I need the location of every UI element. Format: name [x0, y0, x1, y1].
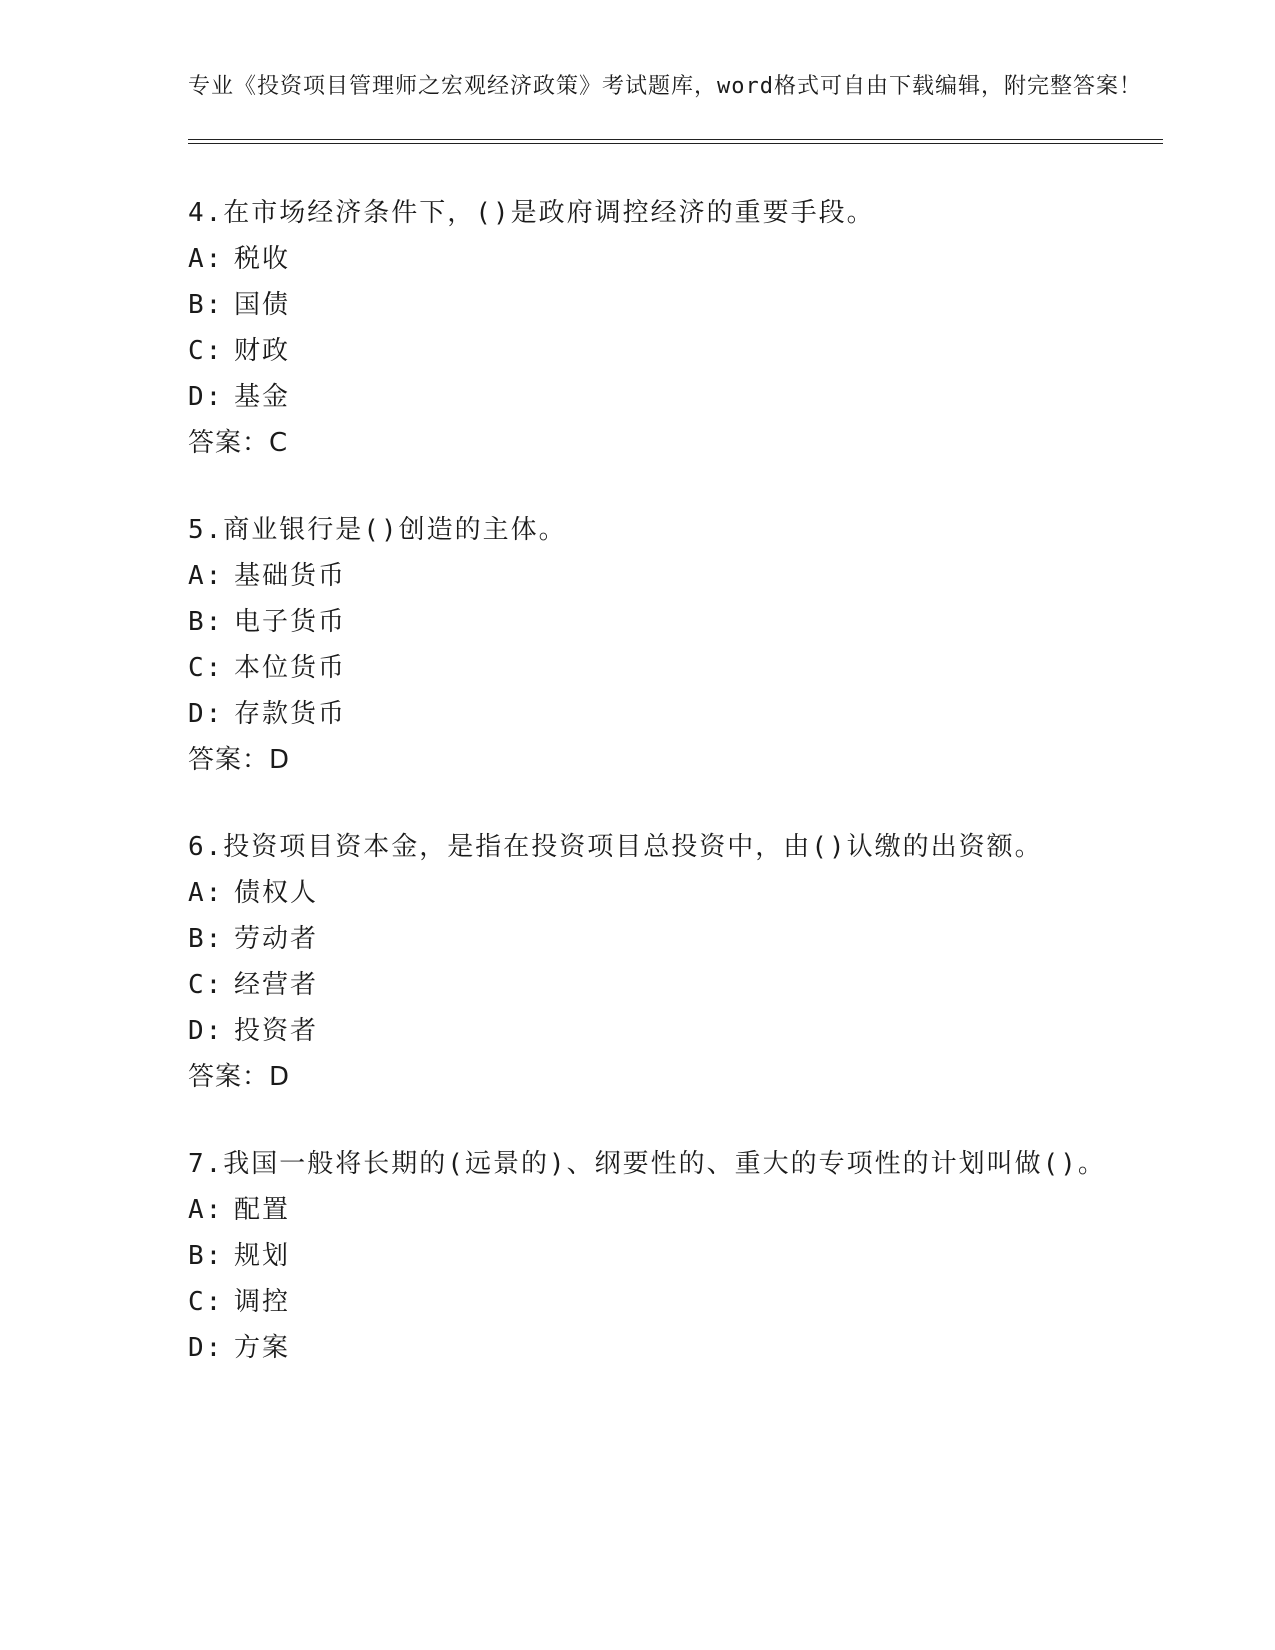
option-d	[188, 374, 1163, 420]
option-b	[188, 916, 1163, 962]
header-double-rule	[188, 139, 1163, 144]
option-text: 规划	[234, 1241, 291, 1271]
question-stem: 5.商业银行是()创造的主体。	[188, 515, 567, 545]
option-letter: C:	[188, 1287, 224, 1317]
question-5	[188, 507, 1163, 783]
option-b	[188, 282, 1163, 328]
option-text: 方案	[234, 1333, 291, 1363]
question-list	[188, 190, 1163, 1371]
option-text: 债权人	[234, 878, 319, 908]
option-letter: A:	[188, 561, 224, 591]
option-text: 基金	[234, 382, 291, 412]
option-letter: A:	[188, 1195, 224, 1225]
option-d	[188, 1008, 1163, 1054]
option-text: 基础货币	[234, 561, 347, 591]
option-text: 经营者	[234, 970, 319, 1000]
question-stem: 6.投资项目资本金，是指在投资项目总投资中，由()认缴的出资额。	[188, 832, 1043, 862]
document-page	[188, 70, 1163, 1412]
option-d	[188, 691, 1163, 737]
question-stem: 7.我国一般将长期的(远景的)、纲要性的、重大的专项性的计划叫做()。	[188, 1149, 1106, 1179]
option-letter: B:	[188, 924, 224, 954]
option-a	[188, 236, 1163, 282]
option-letter: A:	[188, 878, 224, 908]
option-letter: C:	[188, 970, 224, 1000]
option-text: 国债	[234, 290, 291, 320]
question-6	[188, 824, 1163, 1100]
option-c	[188, 962, 1163, 1008]
option-letter: C:	[188, 336, 224, 366]
option-b	[188, 599, 1163, 645]
option-text: 存款货币	[234, 699, 347, 729]
option-text: 税收	[234, 244, 291, 274]
question-7	[188, 1141, 1163, 1371]
document-header: 专业《投资项目管理师之宏观经济政策》考试题库，word格式可自由下载编辑，附完整答案！	[188, 74, 1142, 99]
option-letter: D:	[188, 1016, 224, 1046]
option-c	[188, 328, 1163, 374]
option-letter: D:	[188, 699, 224, 729]
option-letter: D:	[188, 382, 224, 412]
option-letter: B:	[188, 290, 224, 320]
answer-line: 答案：D	[188, 1062, 291, 1092]
option-a	[188, 870, 1163, 916]
option-a	[188, 1187, 1163, 1233]
answer-line: 答案：C	[188, 428, 289, 458]
option-letter: A:	[188, 244, 224, 274]
question-stem: 4.在市场经济条件下，()是政府调控经济的重要手段。	[188, 198, 875, 228]
option-letter: D:	[188, 1333, 224, 1363]
option-text: 配置	[234, 1195, 291, 1225]
option-letter: B:	[188, 1241, 224, 1271]
option-text: 本位货币	[234, 653, 347, 683]
option-c	[188, 1279, 1163, 1325]
option-a	[188, 553, 1163, 599]
option-text: 财政	[234, 336, 291, 366]
answer-line: 答案：D	[188, 745, 291, 775]
option-d	[188, 1325, 1163, 1371]
option-letter: C:	[188, 653, 224, 683]
option-b	[188, 1233, 1163, 1279]
question-4	[188, 190, 1163, 466]
option-letter: B:	[188, 607, 224, 637]
option-text: 劳动者	[234, 924, 319, 954]
option-text: 电子货币	[234, 607, 347, 637]
option-text: 投资者	[234, 1016, 319, 1046]
option-c	[188, 645, 1163, 691]
option-text: 调控	[234, 1287, 291, 1317]
